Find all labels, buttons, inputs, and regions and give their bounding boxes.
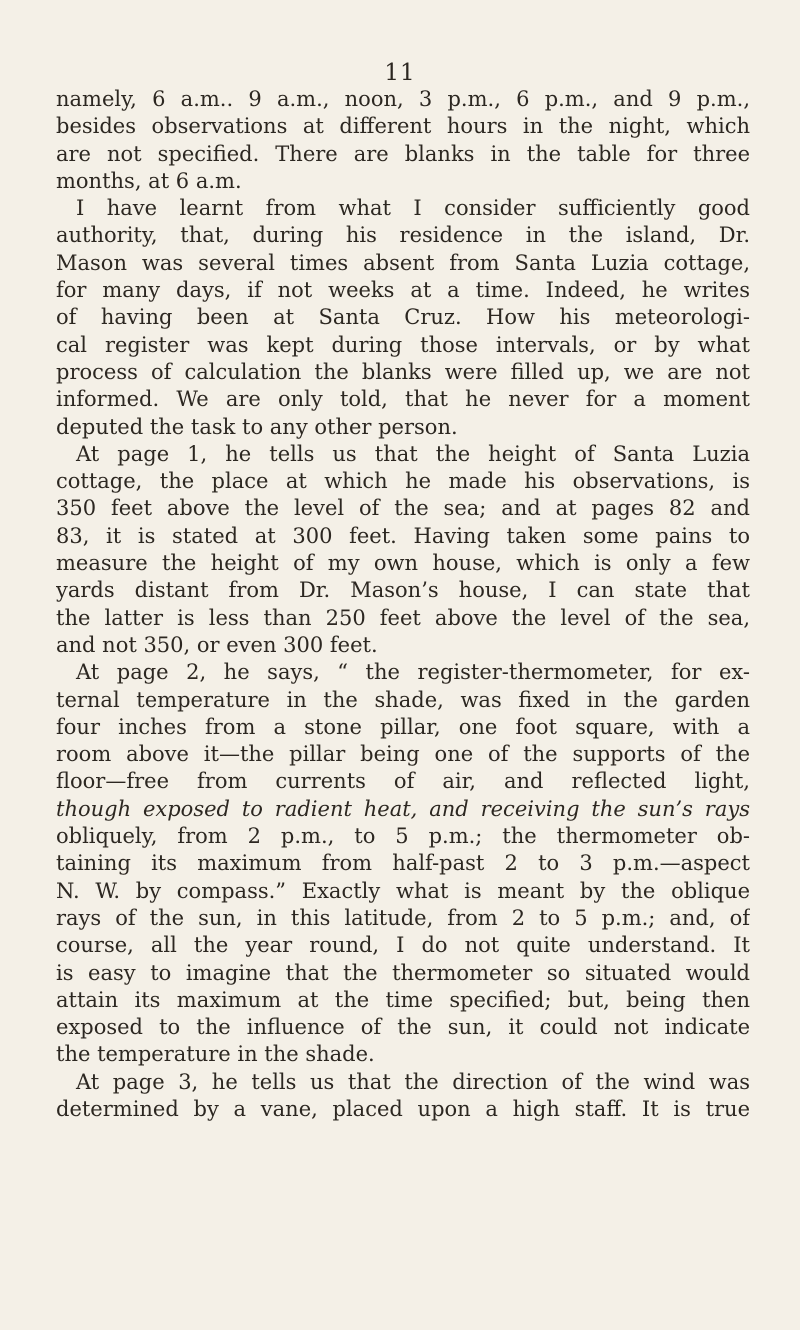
text-line: besides observations at different hours in the night, which (56, 114, 750, 139)
body-text (56, 86, 750, 1123)
text-line: course, all the year round, I do not quite understand. It (56, 933, 750, 958)
text-line: determined by a vane, placed upon a high staff. It is true (56, 1096, 750, 1121)
text-line: months, at 6 a.m. (56, 168, 242, 193)
text-line: though exposed to radient heat, and receiving the sun’s rays (56, 796, 750, 821)
text-line: of having been at Santa Cruz. How his meteorologi- (56, 305, 750, 330)
text-line: deputed the task to any other person. (56, 414, 458, 439)
text-line: attain its maximum at the time specified; but, being then (56, 987, 750, 1012)
text-line: At page 2, he says, “ the register-thermometer, for ex- (76, 660, 750, 685)
text-line: process of calculation the blanks were filled up, we are not (56, 359, 750, 384)
text-line: cottage, the place at which he made his observations, is (56, 469, 750, 494)
text-line: N. W. by compass.” Exactly what is meant by the oblique (56, 878, 750, 903)
text-line: the temperature in the shade. (56, 1042, 375, 1067)
text-line: yards distant from Dr. Mason’s house, I can state that (56, 578, 750, 603)
text-line: At page 3, he tells us that the direction of the wind was (76, 1069, 750, 1094)
text-line: obliquely, from 2 p.m., to 5 p.m.; the thermometer ob- (56, 824, 750, 849)
text-line: four inches from a stone pillar, one foot square, with a (56, 714, 750, 739)
text-line: At page 1, he tells us that the height of Santa Luzia (76, 441, 750, 466)
text-line: exposed to the influence of the sun, it could not indicate (56, 1015, 750, 1040)
text-line: Mason was several times absent from Santa Luzia cottage, (56, 250, 750, 275)
text-line: taining its maximum from half-past 2 to 3 p.m.—aspect (56, 851, 750, 876)
text-line: rays of the sun, in this latitude, from 2 to 5 p.m.; and, of (56, 905, 750, 930)
text-line: authority, that, during his residence in the island, Dr. (56, 223, 750, 248)
text-line: informed. We are only told, that he never for a moment (56, 387, 750, 412)
text-line: is easy to imagine that the thermometer so situated would (56, 960, 750, 985)
page-number: 11 (384, 60, 416, 86)
text-line: cal register was kept during those intervals, or by what (56, 332, 750, 357)
text-line: ternal temperature in the shade, was fixed in the garden (56, 687, 750, 712)
text-line: measure the height of my own house, which is only a few (56, 551, 750, 576)
text-line: and not 350, or even 300 feet. (56, 632, 378, 657)
text-line: namely, 6 a.m.. 9 a.m., noon, 3 p.m., 6 p.m., and 9 p.m., (56, 87, 750, 111)
text-line: 83, it is stated at 300 feet. Having taken some pains to (56, 523, 750, 548)
text-line: room above it—the pillar being one of the supports of the (56, 742, 750, 767)
text-line: 350 feet above the level of the sea; and at pages 82 and (56, 496, 750, 521)
text-line: I have learnt from what I consider sufficiently good (76, 196, 750, 221)
text-line: floor—free from currents of air, and reflected light, (56, 769, 750, 794)
text-line: for many days, if not weeks at a time. Indeed, he writes (56, 278, 750, 303)
text-line: are not specified. There are blanks in the table for three (56, 141, 750, 166)
text-line: the latter is less than 250 feet above the level of the sea, (56, 605, 750, 630)
